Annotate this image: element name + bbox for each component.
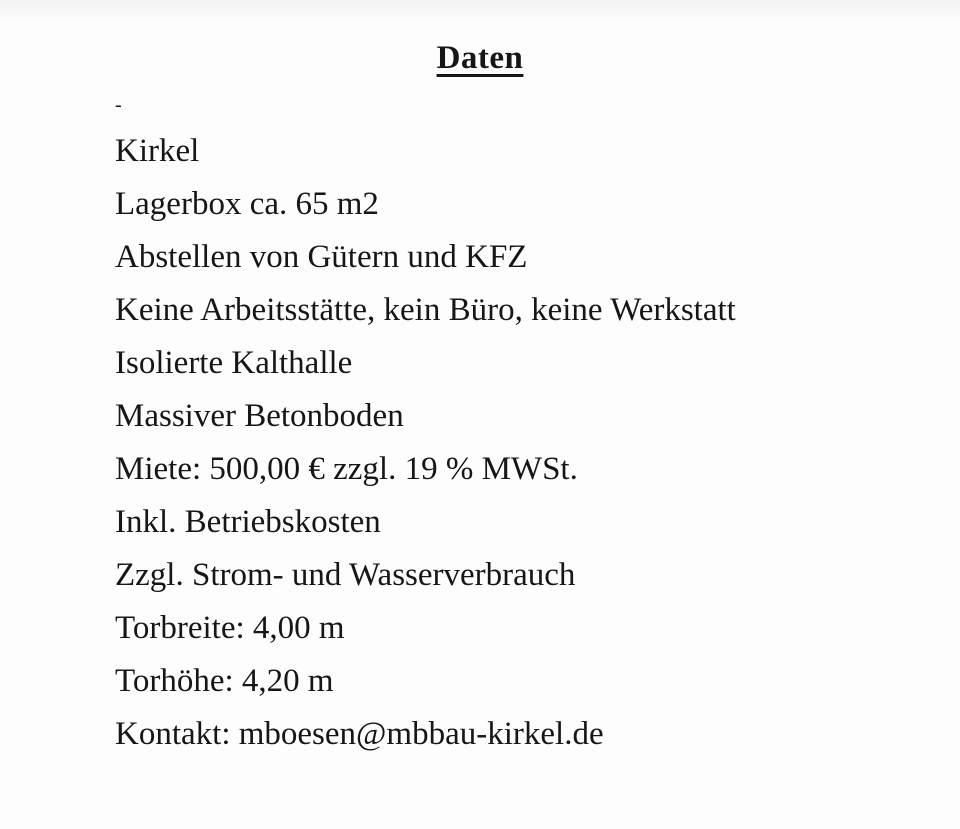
line-usage: Abstellen von Gütern und KFZ (115, 239, 528, 275)
line-rent: Miete: 500,00 € zzgl. 19 % MWSt. (115, 451, 578, 487)
line-object-size: Lagerbox ca. 65 m2 (115, 186, 379, 222)
dash-mark: - (115, 94, 122, 116)
line-location: Kirkel (115, 133, 200, 169)
line-gate-height: Torhöhe: 4,20 m (115, 663, 334, 699)
line-gate-width: Torbreite: 4,00 m (115, 610, 345, 646)
scan-artifact-band (0, 0, 960, 20)
line-contact: Kontakt: mboesen@mbbau-kirkel.de (115, 716, 604, 752)
line-restrictions: Keine Arbeitsstätte, kein Büro, keine Werkstatt (115, 292, 736, 328)
line-included-costs: Inkl. Betriebskosten (115, 504, 381, 540)
line-floor: Massiver Betonboden (115, 398, 404, 434)
line-hall-type: Isolierte Kalthalle (115, 345, 353, 381)
page-title-text: Daten (436, 40, 524, 76)
line-extra-costs: Zzgl. Strom- und Wasserverbrauch (115, 557, 576, 593)
document-body (115, 72, 920, 761)
